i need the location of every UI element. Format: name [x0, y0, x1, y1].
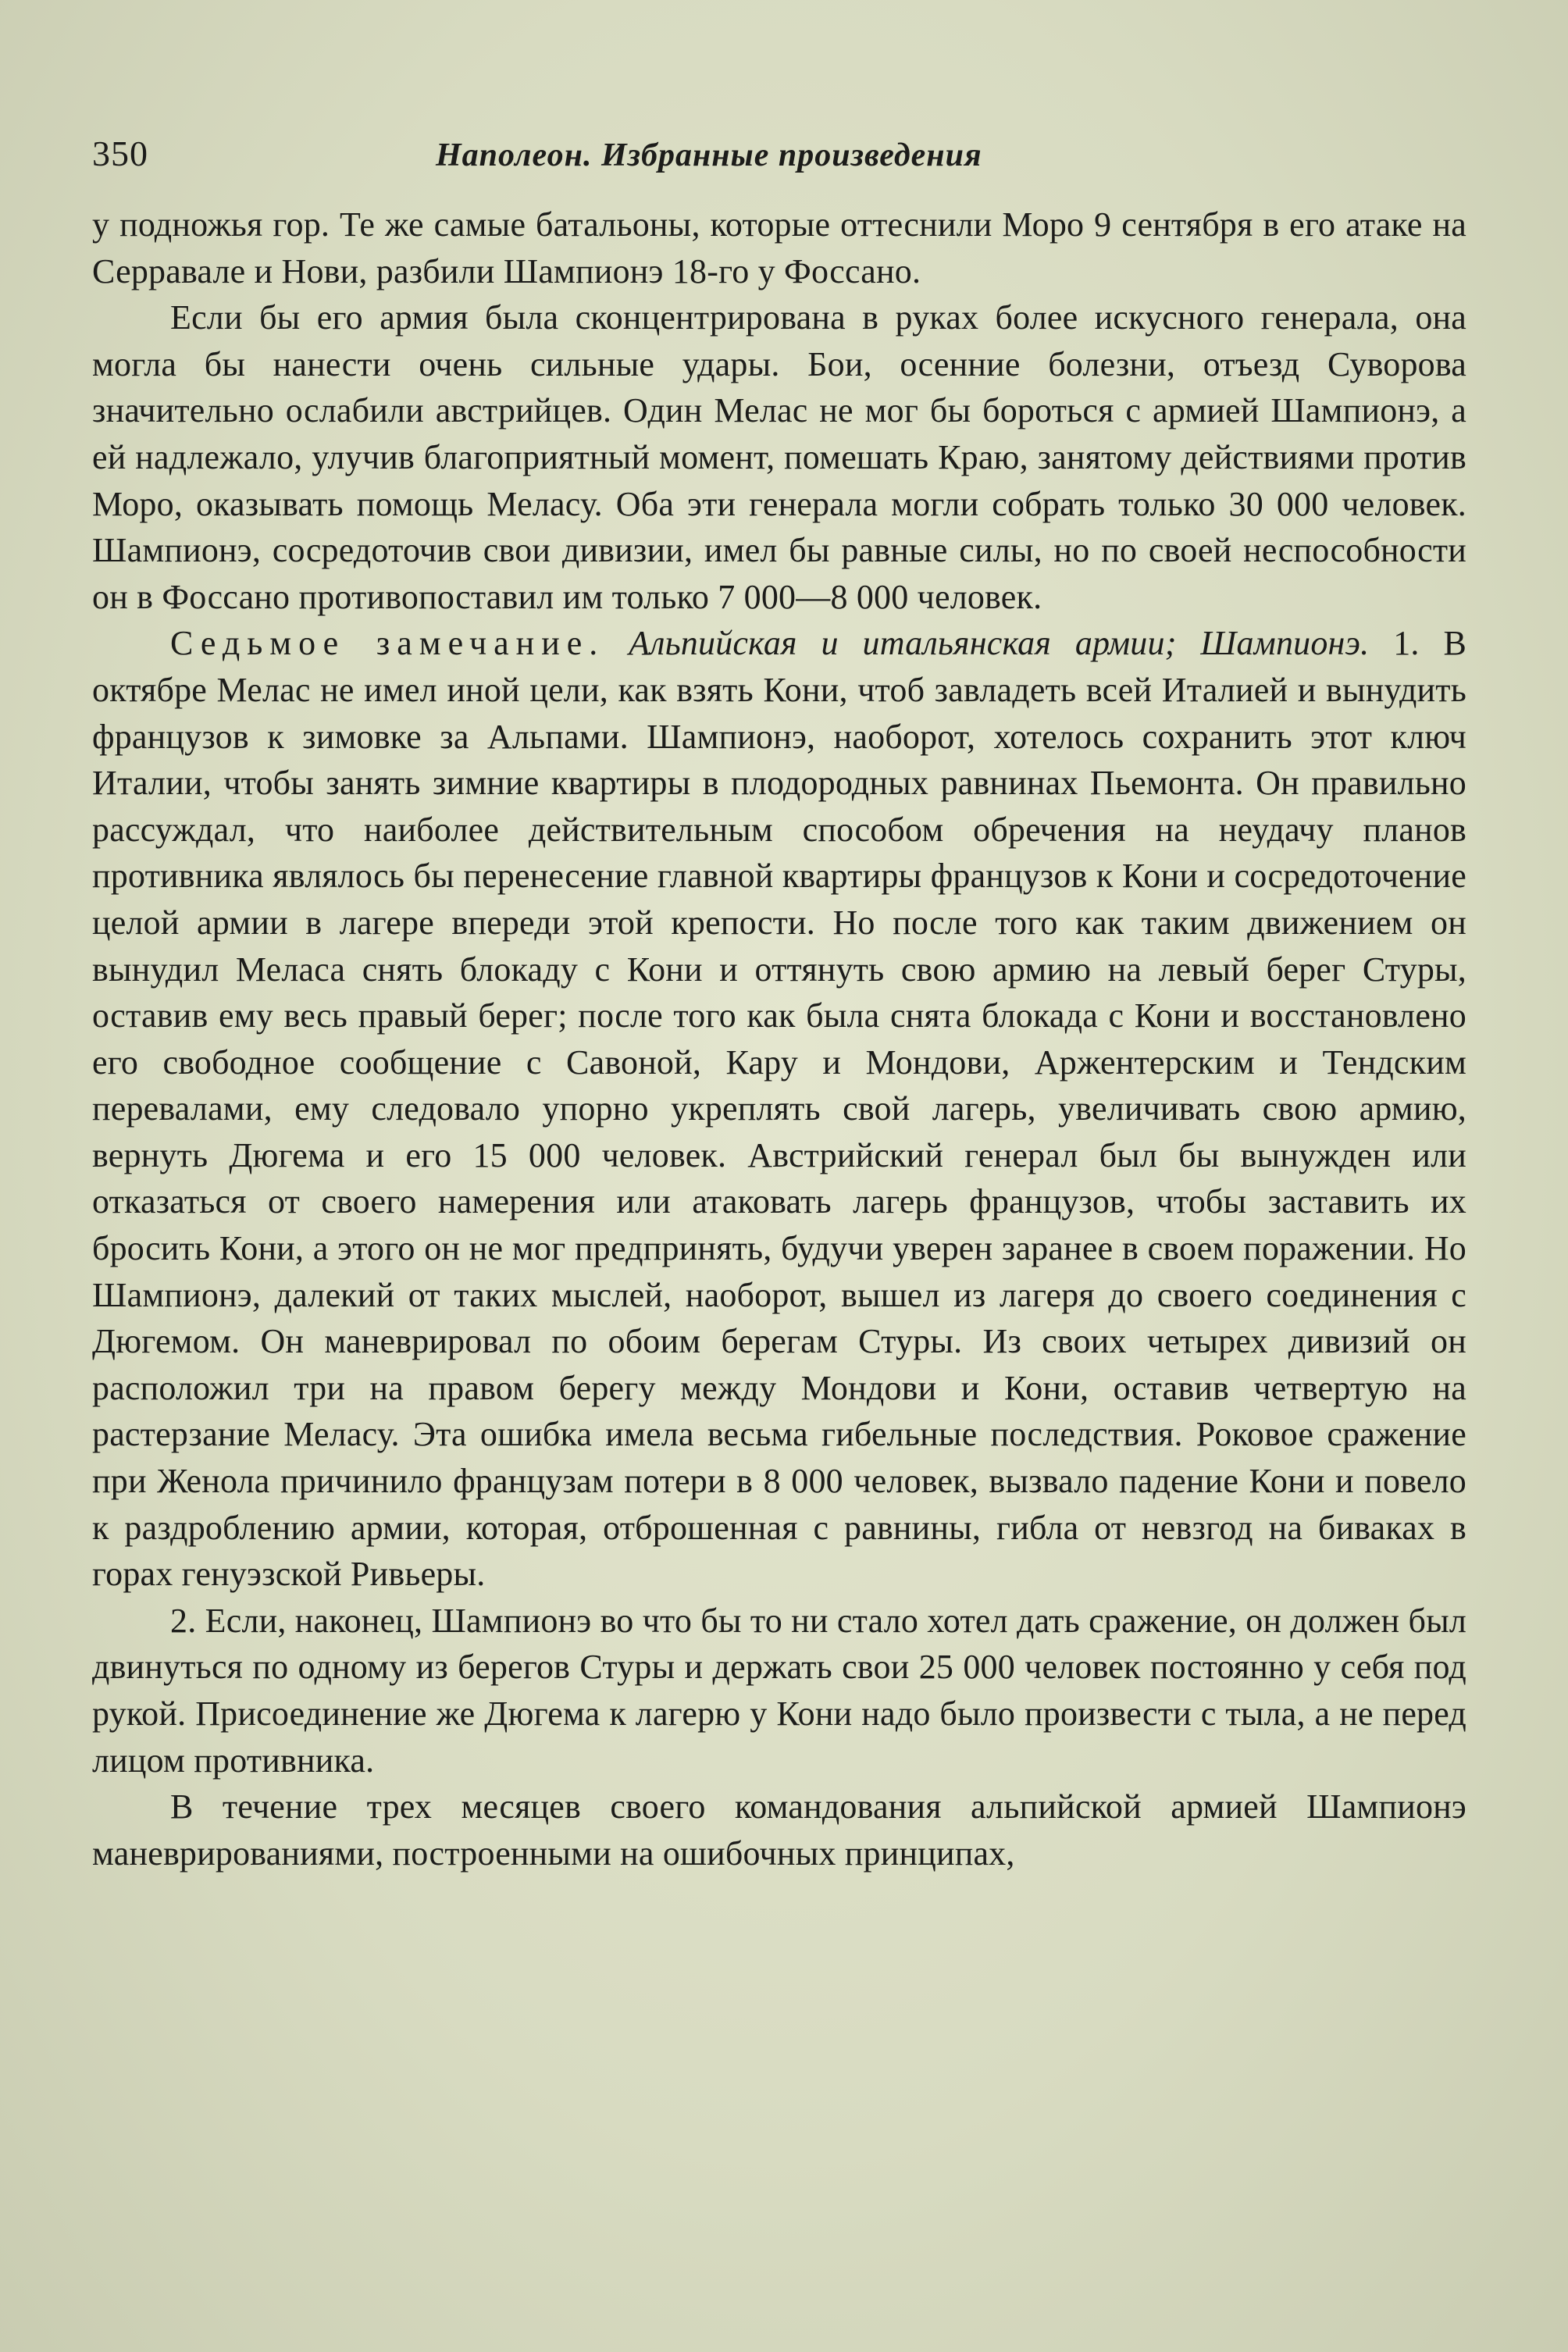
paragraph-3-text: 1. В октябре Мелас не имел иной цели, как взять Кони, чтоб завладеть всей Италией и вынудить французов к зимовке за Альпами. Шампионэ, наоборот, хотелось сохранить этот ключ Италии, чтобы занять зимние квартиры в плодородных равнинах Пьемонта. Он правильно рассуждал, что наиболее действительным способом обречения на неудачу планов противника являлось бы перенесение главной квартиры французов к Кони и сосредоточение целой армии в лагере впереди этой крепости. Но после того как таким движением он вынудил Меласа снять блокаду с Кони и оттянуть свою армию на левый берег Стуры, оставив ему весь правый берег; после того как была снята блокада с Кони и восстановлено его свободное сообщение с Савоной, Кару и Мондови, Аржентерским и Тендским перевалами, ему следовало упорно укреплять свой лагерь, увеличивать свою армию, вернуть Дюгема и его 15 000 человек. Австрийский генерал был бы вынужден или отказаться от своего намерения или атаковать лагерь французов, чтобы заставить их бросить Кони, а этого он не мог предпринять, будучи уверен заранее в своем поражении. Но Шампионэ, далекий от таких мыслей, наоборот, вышел из лагеря до своего соединения с Дюгемом. Он маневрировал по обоим берегам Стуры. Из своих четырех дивизий он расположил три на правом берегу между Мондови и Кони, оставив четвертую на растерзание Меласу. Эта ошибка имела весьма гибельные последствия. Роковое сражение при Женола причинило французам потери в 8 000 человек, вызвало падение Кони и повело к раздроблению армии, которая, отброшенная с равнины, гибла от невзгод на биваках в горах генуэзской Ривьеры. [92, 624, 1466, 1594]
section-subject: Альпийская и итальянская армии; Шампионэ. [629, 624, 1370, 663]
paragraph-1: у подножья гор. Те же самые батальоны, которые оттеснили Моро 9 сентября в его атаке на Серравале и Нови, разбили Шампионэ 18-го у Фоссано. [92, 205, 1466, 290]
page-number: 350 [92, 134, 148, 173]
page-header [92, 133, 1466, 187]
paragraph-2: Если бы его армия была сконцентрирована в руках более искусного генерала, она могла бы нанести очень сильные удары. Бои, осенние болезни, отъезд Суворова значительно ослабили австрийцев. Один Мелас не мог бы бороться с армией Шампионэ, а ей надлежало, улучив благоприятный момент, помешать Краю, занятому действиями против Моро, оказывать помощь Меласу. Оба эти генерала могли собрать только 30 000 человек. Шампионэ, сосредоточив свои дивизии, имел бы равные силы, но по своей неспособности он в Фоссано противопоставил им только 7 000—8 000 человек. [92, 298, 1466, 616]
paragraph-4: 2. Если, наконец, Шампионэ во что бы то ни стало хотел дать сражение, он должен был двинуться по одному из берегов Стуры и держать свои 25 000 человек постоянно у себя под рукой. Присоединение же Дюгема к лагерю у Кони надо было произвести с тыла, а не перед лицом противника. [92, 1601, 1466, 1780]
paragraph-5: В течение трех месяцев своего командования альпийской армией Шампионэ маневрированиями, построенными на ошибочных принципах, [92, 1787, 1466, 1873]
section-heading: Седьмое замечание. [170, 624, 605, 663]
body-text [92, 201, 1466, 1876]
running-title: Наполеон. Избранные произведения [436, 137, 982, 173]
paragraph-3 [92, 620, 1466, 1597]
book-page [92, 133, 1466, 1876]
